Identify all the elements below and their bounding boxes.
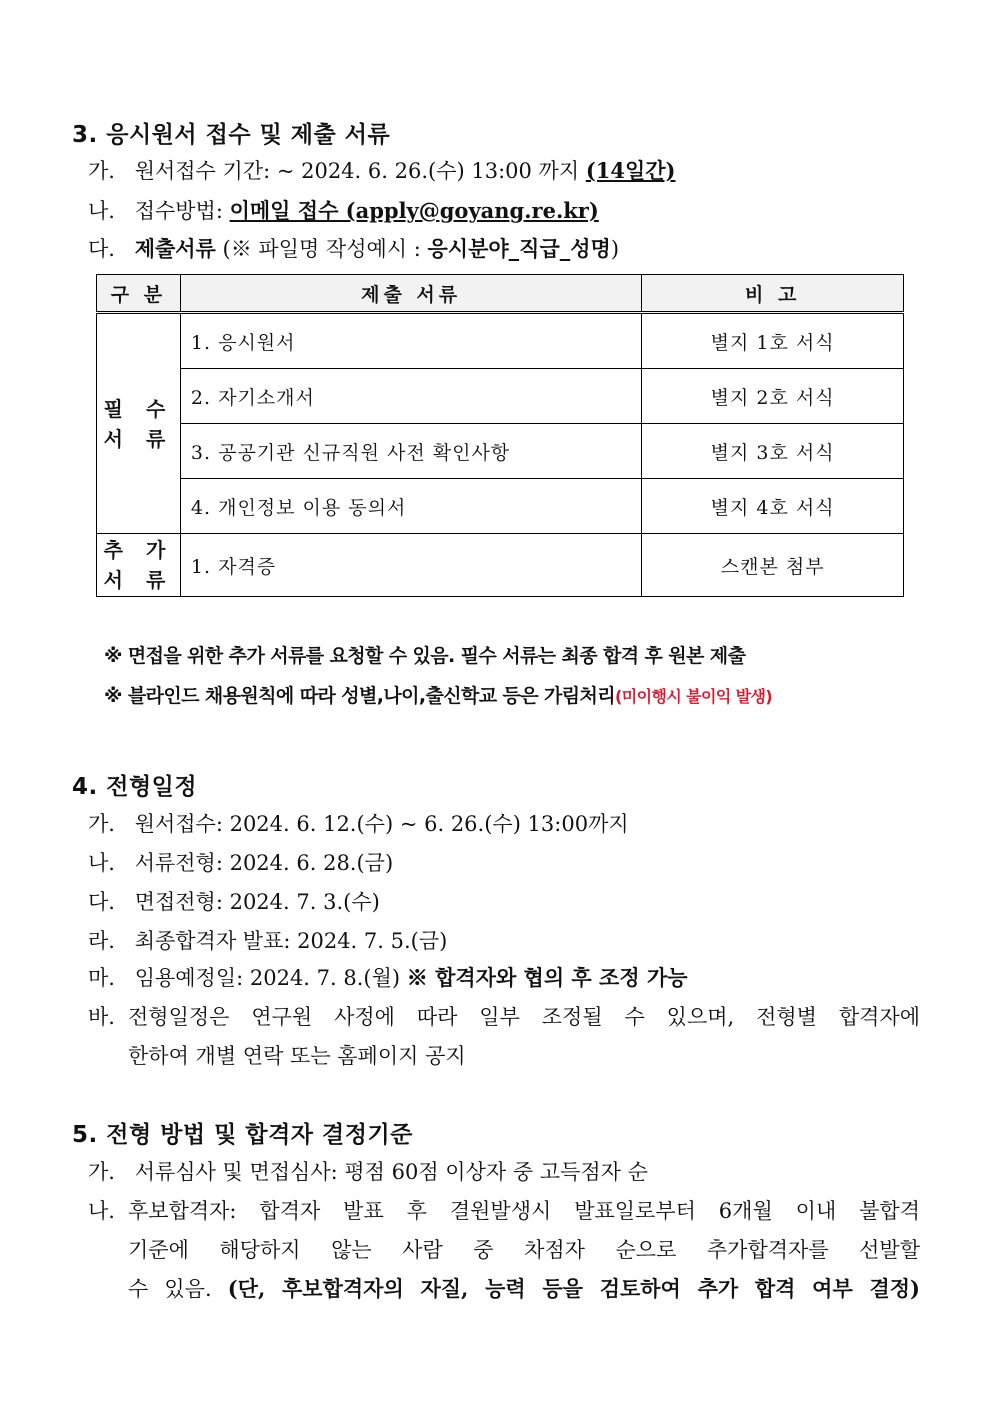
item-text: 원서접수: 2024. 6. 12.(수) ~ 6. 26.(수) 13:00까지 xyxy=(134,812,629,836)
item-emphasis: (14일간) xyxy=(585,158,676,183)
table-row xyxy=(97,313,904,369)
document-note: 별지 4호 서식 xyxy=(642,479,904,534)
document-name: 1. 응시원서 xyxy=(180,313,641,369)
section-3-item-b xyxy=(88,195,599,225)
notice-additional-documents: ※ 면접을 위한 추가 서류를 요청할 수 있음. 필수 서류는 최종 합격 후 원본 제출 xyxy=(104,645,746,667)
item-label: 나. xyxy=(88,199,115,223)
item-label: 가. xyxy=(88,1160,115,1184)
item-label: 라. xyxy=(88,929,115,953)
header-category: 구 분 xyxy=(97,275,181,313)
section-3-item-c xyxy=(88,233,619,263)
item-close: ) xyxy=(610,237,620,261)
item-text: (※ 파일명 작성예시 : xyxy=(222,237,421,261)
item-text: 후보합격자: 합격자 발표 후 결원발생시 발표일로부터 6개월 이내 불합격 xyxy=(128,1199,920,1223)
table-header-row xyxy=(97,275,904,313)
section-3-title: 3. 응시원서 접수 및 제출 서류 xyxy=(72,122,391,148)
item-bold-note: (단, 후보합격자의 자질, 능력 등을 검토하여 추가 합격 여부 결정) xyxy=(227,1276,920,1301)
schedule-item xyxy=(88,847,393,877)
document-name: 1. 자격증 xyxy=(180,534,641,597)
item-text: 원서접수 기간: ~ 2024. 6. 26.(수) 13:00 까지 xyxy=(134,159,580,183)
item-label: 다. xyxy=(88,237,115,261)
item-text: 임용예정일: 2024. 7. 8.(월) xyxy=(134,966,401,990)
item-emphasis: ※ 합격자와 협의 후 조정 가능 xyxy=(406,965,688,990)
table-row xyxy=(97,369,904,424)
item-text: 서류심사 및 면접심사: 평점 60점 이상자 중 고득점자 순 xyxy=(134,1160,648,1184)
documents-table xyxy=(96,274,904,597)
header-notes: 비 고 xyxy=(642,275,904,313)
item-label: 다. xyxy=(88,890,115,914)
item-label: 가. xyxy=(88,159,115,183)
table-row xyxy=(97,479,904,534)
filename-example: 응시분야_직급_성명 xyxy=(427,236,611,261)
document-name: 2. 자기소개서 xyxy=(180,369,641,424)
email-address: 이메일 접수 (apply@goyang.re.kr) xyxy=(229,198,599,223)
section-5-title: 5. 전형 방법 및 합격자 결정기준 xyxy=(72,1122,413,1148)
item-label: 바. xyxy=(88,1005,115,1029)
item-text: 최종합격자 발표: 2024. 7. 5.(금) xyxy=(134,929,448,953)
schedule-item xyxy=(88,925,447,955)
item-label: 마. xyxy=(88,966,115,990)
item-bold-text: 제출서류 xyxy=(134,236,216,261)
selection-item-reserve-continued xyxy=(128,1273,920,1303)
document-name: 4. 개인정보 이용 동의서 xyxy=(180,479,641,534)
category-label-line: 필 수 xyxy=(103,396,174,421)
category-label-line: 서 류 xyxy=(103,568,174,592)
item-text: 면접전형: 2024. 7. 3.(수) xyxy=(134,890,380,914)
notice-blind-hiring xyxy=(104,681,772,708)
table-row xyxy=(97,424,904,479)
notice-text: ※ 블라인드 채용원칙에 따라 성별,나이,출신학교 등은 가림처리 xyxy=(104,685,616,707)
item-text: 전형일정은 연구원 사정에 따라 일부 조정될 수 있으며, 전형별 합격자에 xyxy=(128,1005,920,1029)
document-note: 별지 1호 서식 xyxy=(642,313,904,369)
category-required xyxy=(97,313,181,534)
section-3-item-a xyxy=(88,155,675,185)
schedule-item xyxy=(88,808,629,838)
schedule-item-notice-continued: 한하여 개별 연락 또는 홈페이지 공지 xyxy=(128,1044,466,1068)
item-label: 나. xyxy=(88,1199,115,1223)
document-note: 별지 2호 서식 xyxy=(642,369,904,424)
document-note: 스캔본 첨부 xyxy=(642,534,904,597)
item-text: 서류전형: 2024. 6. 28.(금) xyxy=(134,851,394,875)
table-row xyxy=(97,534,904,597)
category-label-line: 추 가 xyxy=(103,538,174,562)
header-documents: 제출 서류 xyxy=(180,275,641,313)
category-label-line: 서 류 xyxy=(103,426,174,451)
schedule-item-notice xyxy=(88,1001,920,1031)
selection-item-reserve-continued: 기준에 해당하지 않는 사람 중 차점자 순으로 추가합격자를 선발할 xyxy=(128,1238,920,1262)
schedule-item xyxy=(88,886,380,916)
schedule-item-start-date xyxy=(88,962,687,992)
item-text: 접수방법: xyxy=(134,199,223,223)
item-label: 가. xyxy=(88,812,115,836)
document-note: 별지 3호 서식 xyxy=(642,424,904,479)
notice-penalty-warning: (미이행시 불이익 발생) xyxy=(615,687,773,706)
item-text: 수 있음. xyxy=(128,1277,212,1301)
category-extra xyxy=(97,534,181,597)
item-label: 나. xyxy=(88,851,115,875)
selection-item xyxy=(88,1156,648,1186)
selection-item-reserve xyxy=(88,1195,920,1225)
document-name: 3. 공공기관 신규직원 사전 확인사항 xyxy=(180,424,641,479)
section-4-title: 4. 전형일정 xyxy=(72,774,198,800)
